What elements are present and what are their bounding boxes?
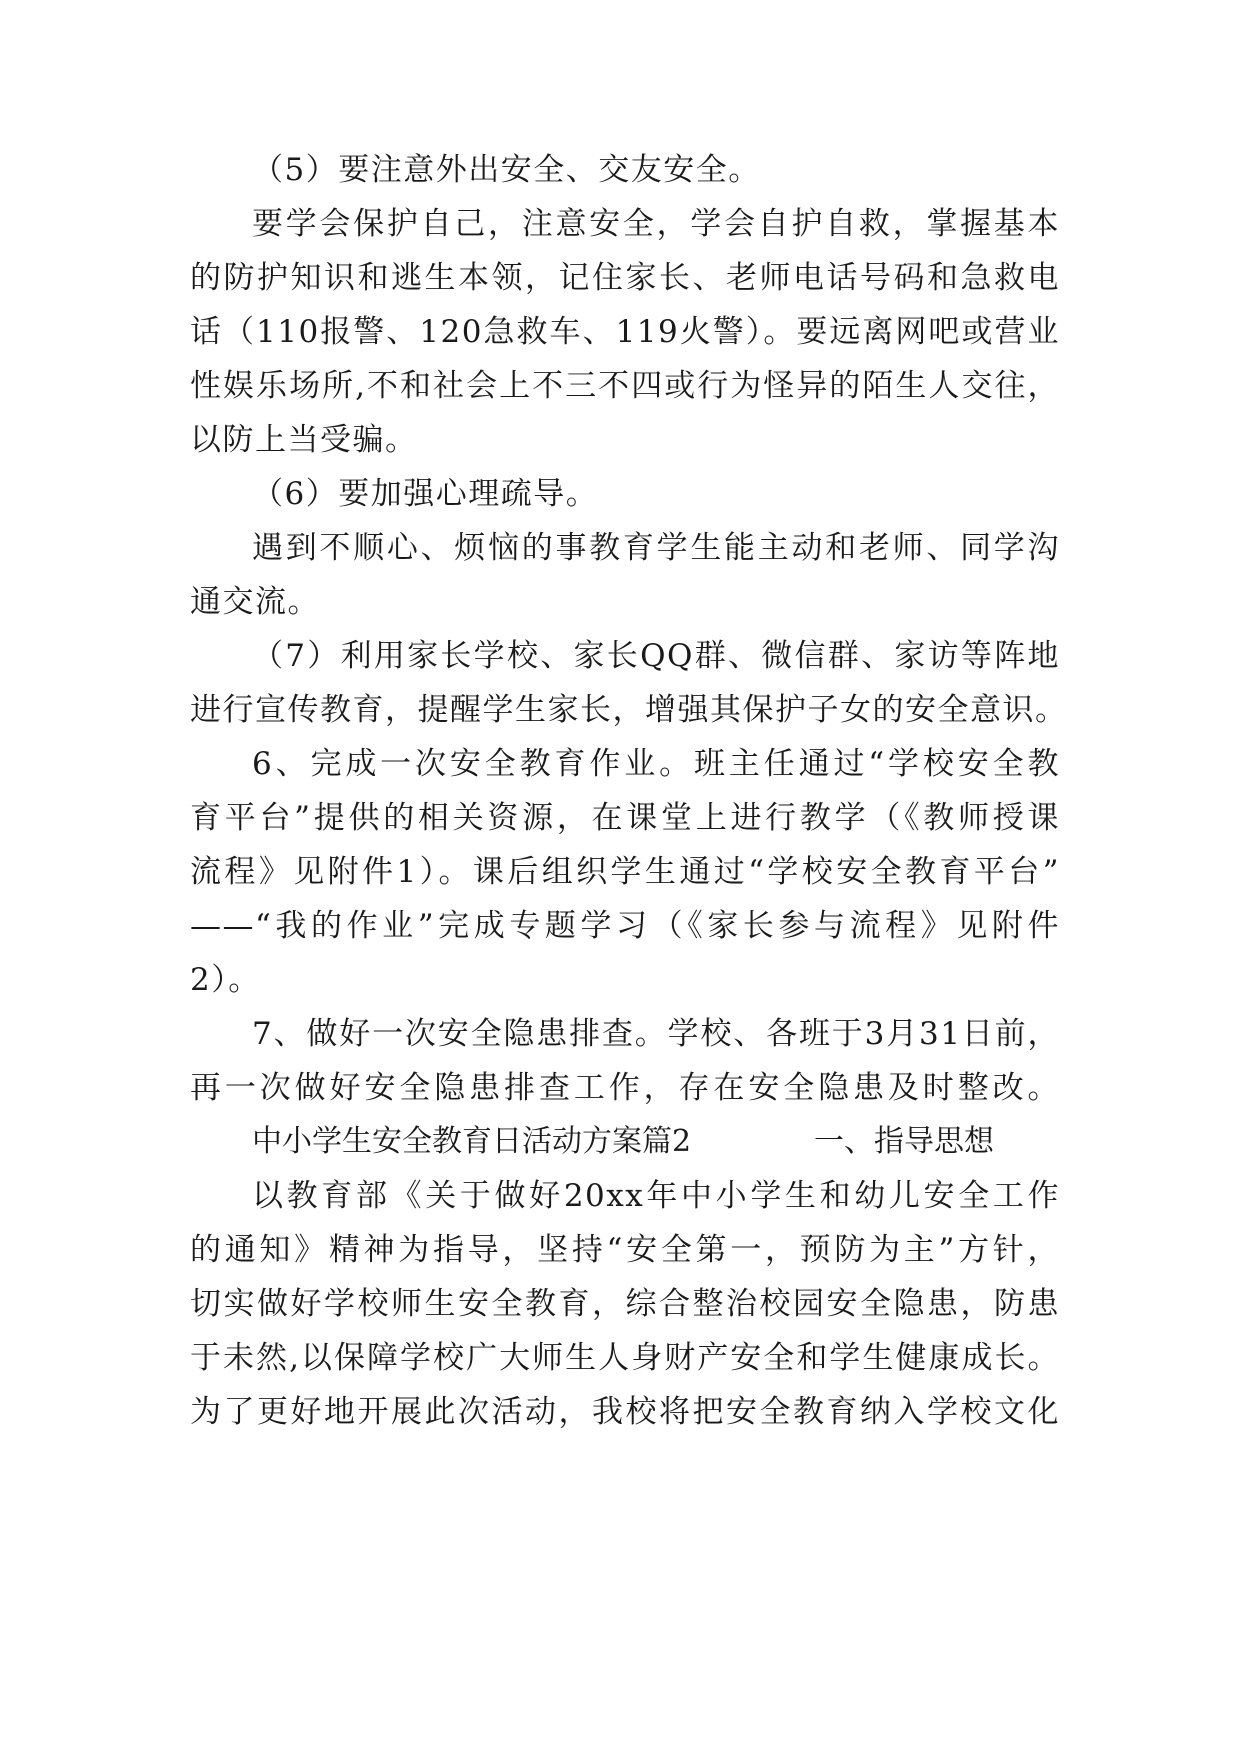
- paragraph-line: 7、做好一次安全隐患排查。学校、各班于3月31日前，: [252, 1016, 1060, 1052]
- paragraph-line: 以防上当受骗。: [190, 422, 418, 458]
- paragraph-line: 再一次做好安全隐患排查工作，存在安全隐患及时整改。: [190, 1070, 1060, 1106]
- paragraph-line: 要学会保护自己，注意安全，学会自护自救，掌握基本: [252, 206, 1060, 242]
- paragraph-line: 遇到不顺心、烦恼的事教育学生能主动和老师、同学沟: [252, 530, 1060, 566]
- paragraph-line: 性娱乐场所,不和社会上不三不四或行为怪异的陌生人交往，: [190, 368, 1060, 404]
- paragraph-line: 话（110报警、120急救车、119火警）。要远离网吧或营业: [190, 314, 1060, 350]
- paragraph-line: 的防护知识和逃生本领，记住家长、老师电话号码和急救电: [190, 260, 1060, 296]
- paragraph-line: 于未然,以保障学校广大师生人身财产安全和学生健康成长。: [190, 1340, 1060, 1376]
- paragraph-line: 流程》见附件1）。课后组织学生通过“学校安全教育平台”: [190, 854, 1060, 890]
- item-5-heading: （5）要注意外出安全、交友安全。: [252, 152, 761, 188]
- item-7-heading: （7）利用家长学校、家长QQ群、微信群、家访等阵地: [252, 638, 1060, 674]
- paragraph-line: 的通知》精神为指导，坚持“安全第一，预防为主”方针，: [190, 1232, 1060, 1268]
- paragraph-line: 通交流。: [190, 584, 320, 620]
- paragraph-line: 6、完成一次安全教育作业。班主任通过“学校安全教: [252, 746, 1060, 782]
- paragraph-line: 进行宣传教育，提醒学生家长，增强其保护子女的安全意识。: [190, 692, 1068, 728]
- paragraph-line: 育平台”提供的相关资源，在课堂上进行教学（《教师授课: [190, 800, 1060, 836]
- section-title: 一、指导思想: [814, 1124, 994, 1159]
- paragraph-line: 以教育部《关于做好20xx年中小学生和幼儿安全工作: [252, 1178, 1060, 1214]
- paragraph-line: 2）。: [190, 962, 261, 998]
- plan-title: 中小学生安全教育日活动方案篇2: [252, 1124, 692, 1159]
- paragraph-line: 切实做好学校师生安全教育，综合整治校园安全隐患，防患: [190, 1286, 1060, 1322]
- paragraph-line: 为了更好地开展此次活动，我校将把安全教育纳入学校文化: [190, 1394, 1060, 1430]
- item-6-heading: （6）要加强心理疏导。: [252, 476, 599, 512]
- paragraph-line: ——“我的作业”完成专题学习（《家长参与流程》见附件: [190, 908, 1060, 944]
